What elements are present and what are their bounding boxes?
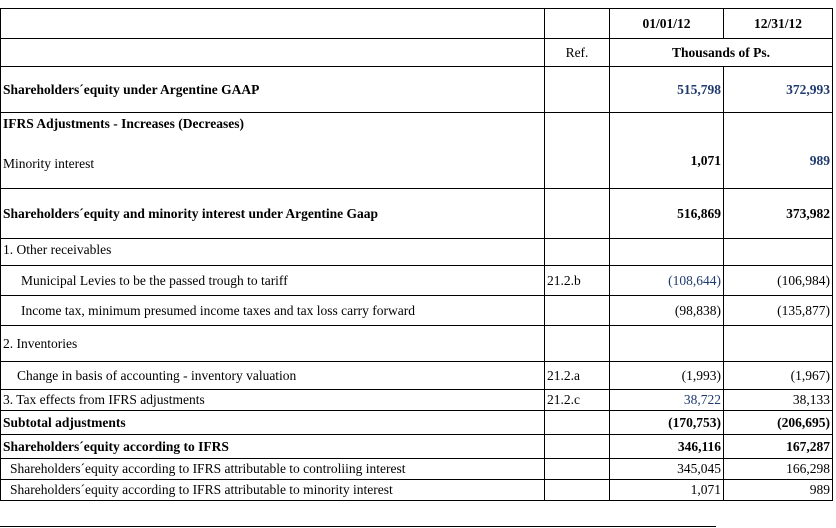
header-ref-blank [545, 9, 610, 39]
row-label: Shareholders´equity according to IFRS [1, 435, 545, 459]
row-value-1: 346,116 [610, 435, 724, 459]
row-label-group [1, 113, 545, 189]
row-ref [545, 480, 610, 501]
row-value-2: (206,695) [724, 411, 833, 435]
row-label: Shareholders´equity under Argentine GAAP [1, 67, 545, 113]
row-value-2: (106,984) [724, 266, 833, 296]
row-value-1: 1,071 [610, 113, 724, 189]
empty-cell [545, 239, 610, 266]
table-row [1, 480, 833, 501]
row-value-1: 345,045 [610, 459, 724, 480]
section-title: IFRS Adjustments - Increases (Decreases) [3, 116, 244, 131]
row-value-2: 38,133 [724, 390, 833, 411]
header-ref-label: Ref. [545, 39, 610, 67]
row-label: Shareholders´equity according to IFRS attributable to controliing interest [1, 459, 545, 480]
row-label: Municipal Levies to be the passed trough to tariff [1, 266, 545, 296]
row-value-2: 166,298 [724, 459, 833, 480]
row-ref: 21.2.c [545, 390, 610, 411]
row-ref [545, 435, 610, 459]
header-date-2: 12/31/12 [724, 9, 833, 39]
row-value-1: (170,753) [610, 411, 724, 435]
table-row [1, 266, 833, 296]
header-units: Thousands of Ps. [610, 39, 833, 67]
table-row [1, 67, 833, 113]
row-value-2: 372,993 [724, 67, 833, 113]
row-value-1: 38,722 [610, 390, 724, 411]
empty-cell [610, 239, 724, 266]
table-row [1, 362, 833, 390]
empty-cell [724, 326, 833, 362]
table-row [1, 326, 833, 362]
row-label: Income tax, minimum presumed income taxes and tax loss carry forward [1, 296, 545, 326]
row-label: Shareholders´equity according to IFRS attributable to minority interest [1, 480, 545, 501]
row-label: 3. Tax effects from IFRS adjustments [1, 390, 545, 411]
row-value-2: 989 [724, 480, 833, 501]
table-row [1, 411, 833, 435]
row-label: Subtotal adjustments [1, 411, 545, 435]
row-value-2: 167,287 [724, 435, 833, 459]
table-row [1, 189, 833, 239]
table-row [1, 113, 833, 189]
row-ref: 21.2.b [545, 266, 610, 296]
row-label: Shareholders´equity and minority interest under Argentine Gaap [1, 189, 545, 239]
row-ref [545, 459, 610, 480]
header-row-dates [1, 9, 833, 39]
row-label: 2. Inventories [1, 326, 545, 362]
table-row [1, 296, 833, 326]
header-date-1: 01/01/12 [610, 9, 724, 39]
row-ref [545, 189, 610, 239]
row-ref [545, 67, 610, 113]
header-blank [1, 9, 545, 39]
header-row-units [1, 39, 833, 67]
row-value-1: 1,071 [610, 480, 724, 501]
row-value-1: 516,869 [610, 189, 724, 239]
row-ref [545, 296, 610, 326]
empty-cell [724, 239, 833, 266]
empty-cell [545, 326, 610, 362]
row-label: Minority interest [3, 156, 95, 171]
row-value-2: (135,877) [724, 296, 833, 326]
row-value-1: (1,993) [610, 362, 724, 390]
table-row [1, 435, 833, 459]
header-blank-2 [1, 39, 545, 67]
row-label: 1. Other receivables [1, 239, 545, 266]
table-row [1, 459, 833, 480]
table-row [1, 390, 833, 411]
row-value-2: 989 [724, 113, 833, 189]
row-value-1: (108,644) [610, 266, 724, 296]
table-row [1, 239, 833, 266]
reconciliation-table [0, 8, 833, 501]
bottom-divider [0, 526, 716, 527]
row-ref: 21.2.a [545, 362, 610, 390]
row-value-2: (1,967) [724, 362, 833, 390]
empty-cell [610, 326, 724, 362]
row-value-1: 515,798 [610, 67, 724, 113]
row-value-1: (98,838) [610, 296, 724, 326]
row-ref [545, 411, 610, 435]
row-ref [545, 113, 610, 189]
row-value-2: 373,982 [724, 189, 833, 239]
row-label: Change in basis of accounting - inventory valuation [1, 362, 545, 390]
